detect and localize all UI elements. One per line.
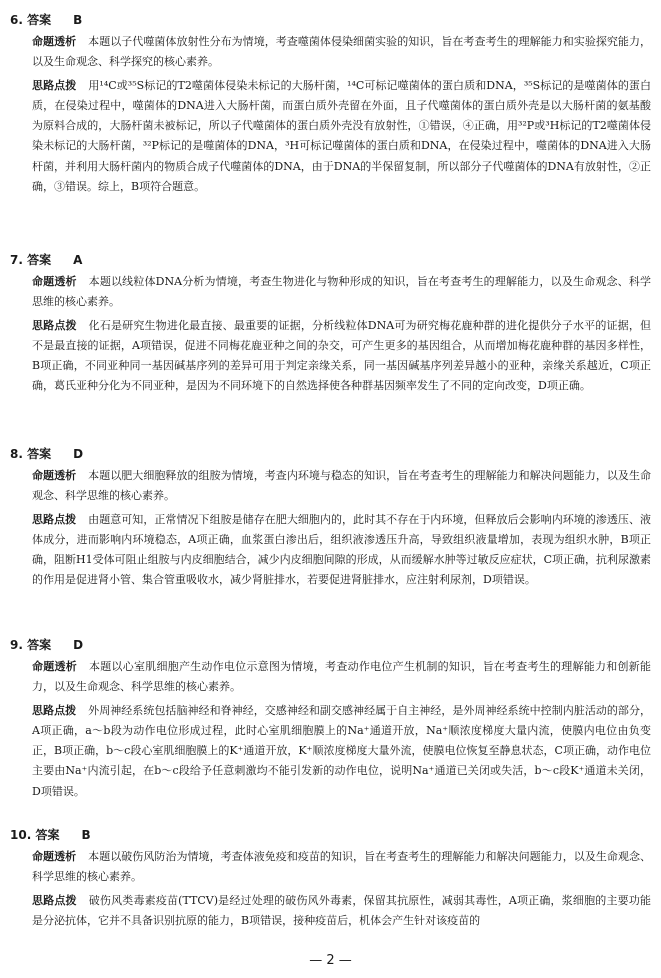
question-number: 9.: [10, 638, 23, 652]
question-10: [10, 827, 651, 931]
tip-label: 思路点拨: [32, 512, 77, 526]
analysis-text: 本题以子代噬菌体放射性分布为情境，考查噬菌体侵染细菌实验的知识，旨在考查考生的理解能力和实验探究能力，以及生命观念、科学探究的核心素养。: [32, 35, 652, 69]
question-number: 8.: [10, 447, 23, 461]
question-number: 7.: [10, 253, 23, 267]
answer-label: 答案: [27, 638, 52, 652]
tip-paragraph: [32, 510, 651, 591]
question-6: [10, 12, 651, 197]
question-number: 6.: [10, 13, 23, 27]
tip-paragraph: [32, 891, 651, 932]
tip-label: 思路点拨: [32, 78, 77, 92]
analysis-text: 本题以线粒体DNA分析为情境，考查生物进化与物种形成的知识，旨在考查考生的理解能力，以及生命观念、科学思维的核心素养。: [32, 275, 652, 309]
answer-value: A: [73, 253, 83, 267]
question-7: [10, 252, 651, 397]
tip-paragraph: [32, 76, 651, 198]
question-9: [10, 637, 651, 802]
analysis-paragraph: [32, 32, 651, 73]
analysis-paragraph: [32, 657, 651, 698]
analysis-text: 本题以肥大细胞释放的组胺为情境，考查内环境与稳态的知识，旨在考查考生的理解能力和解决问题能力，以及生命观念、科学思维的核心素养。: [32, 469, 652, 503]
tip-text: 用¹⁴C或³⁵S标记的T2噬菌体侵染未标记的大肠杆菌，¹⁴C可标记噬菌体的蛋白质和DNA，³⁵S标记的是噬菌体的蛋白质，在侵染过程中，噬菌体的DNA进入大肠杆菌，而蛋白质外壳留在外面，且子代噬菌体的蛋白质外壳是以大肠杆菌的氨基酸为原料合成的，大肠杆菌未被标记，所以子代噬菌体的蛋白质外壳没有放射性，①错误，④正确，用³²P或³H标记的T2噬菌体侵染未标记的大肠杆菌，³²P标记的是噬菌体的DNA，³H可标记噬菌体的蛋白质和DNA，在侵染过程中，噬菌体的DNA进入大肠杆菌，并利用大肠杆菌内的物质合成子代噬菌体的DNA，由于DNA的半保留复制，所以部分子代噬菌体的DNA有放射性，②正确，③错误。综上，B项符合题意。: [32, 78, 651, 194]
answer-line: [10, 827, 651, 843]
analysis-label: 命题透析: [32, 469, 77, 482]
analysis-label: 命题透析: [32, 275, 77, 288]
answer-label: 答案: [27, 13, 52, 27]
analysis-text: 本题以心室肌细胞产生动作电位示意图为情境，考查动作电位产生机制的知识，旨在考查考生的理解能力和创新能力，以及生命观念、科学思维的核心素养。: [32, 660, 651, 694]
answer-value: B: [73, 13, 83, 27]
answer-value: B: [81, 828, 91, 842]
tip-paragraph: [32, 316, 651, 397]
analysis-label: 命题透析: [32, 35, 77, 48]
answer-line: [10, 252, 651, 268]
analysis-text: 本题以破伤风防治为情境，考查体液免疫和疫苗的知识，旨在考查考生的理解能力和解决问题能力，以及生命观念、科学思维的核心素养。: [32, 850, 652, 884]
tip-label: 思路点拨: [32, 893, 77, 907]
answer-value: D: [73, 447, 84, 461]
page-number: — 2 —: [309, 953, 352, 968]
tip-text: 外周神经系统包括脑神经和脊神经，交感神经和副交感神经属于自主神经，是外周神经系统中控制内脏活动的部分，A项正确，a～b段为动作电位形成过程，此时心室肌细胞膜上的Na⁺通道开放，Na⁺顺浓度梯度大量内流，使膜内电位由负变正，B项正确，b～c段心室肌细胞膜上的K⁺通道开放，K⁺顺浓度梯度大量外流，使膜电位恢复至静息状态，C项正确，动作电位主要由Na⁺内流引起，在b～c段给予任意刺激均不能引发新的动作电位，说明Na⁺通道已关闭或失活，b～c段K⁺通道未关闭，D项错误。: [32, 703, 652, 798]
tip-text: 由题意可知，正常情况下组胺是储存在肥大细胞内的，此时其不存在于内环境，但释放后会影响内环境的渗透压、液体成分，进而影响内环境稳态，A项正确，血浆蛋白渗出后，组织液渗透压升高，导致组织液量增加，表现为组织水肿，B项正确，阻断H1受体可阻止组胺与内皮细胞结合，减少内皮细胞间隙的形成，从而缓解水肿等过敏反应症状，C项正确，抗利尿激素的作用是促进肾小管、集合管重吸收水，减少肾脏排水，若要促进肾脏排水，应注射利尿剂，D项错误。: [32, 512, 652, 587]
answer-label: 答案: [27, 253, 52, 267]
analysis-label: 命题透析: [32, 850, 77, 863]
question-8: [10, 446, 651, 591]
answer-label: 答案: [35, 828, 60, 842]
question-number: 10.: [10, 828, 32, 842]
tip-label: 思路点拨: [32, 318, 77, 332]
tip-text: 破伤风类毒素疫苗(TTCV)是经过处理的破伤风外毒素，保留其抗原性，减弱其毒性，A项正确，浆细胞的主要功能是分泌抗体，它并不具备识别抗原的能力，B项错误，接种疫苗后，机体会产生针对该疫苗的: [32, 893, 652, 927]
analysis-label: 命题透析: [32, 660, 77, 673]
answer-line: [10, 637, 651, 653]
analysis-paragraph: [32, 272, 651, 313]
answer-label: 答案: [27, 447, 52, 461]
answer-line: [10, 446, 651, 462]
analysis-paragraph: [32, 847, 651, 888]
tip-text: 化石是研究生物进化最直接、最重要的证据，分析线粒体DNA可为研究梅花鹿种群的进化提供分子水平的证据，但不是最直接的证据，A项错误，促进不同梅花鹿亚种之间的杂交，可产生更多的基因组合，从而增加梅花鹿种群的基因多样性，B项正确，不同亚种同一基因碱基序列的差异可用于判定亲缘关系，同一基因碱基序列差异越小的亚种，亲缘关系越近，C项正确，葛氏亚种分化为不同亚种，是因为不同环境下的自然选择使各种群基因频率发生了不同的定向改变，D项正确。: [32, 318, 652, 393]
analysis-paragraph: [32, 466, 651, 507]
answer-line: [10, 12, 651, 28]
tip-label: 思路点拨: [32, 703, 77, 717]
answer-value: D: [73, 638, 84, 652]
tip-paragraph: [32, 701, 651, 802]
